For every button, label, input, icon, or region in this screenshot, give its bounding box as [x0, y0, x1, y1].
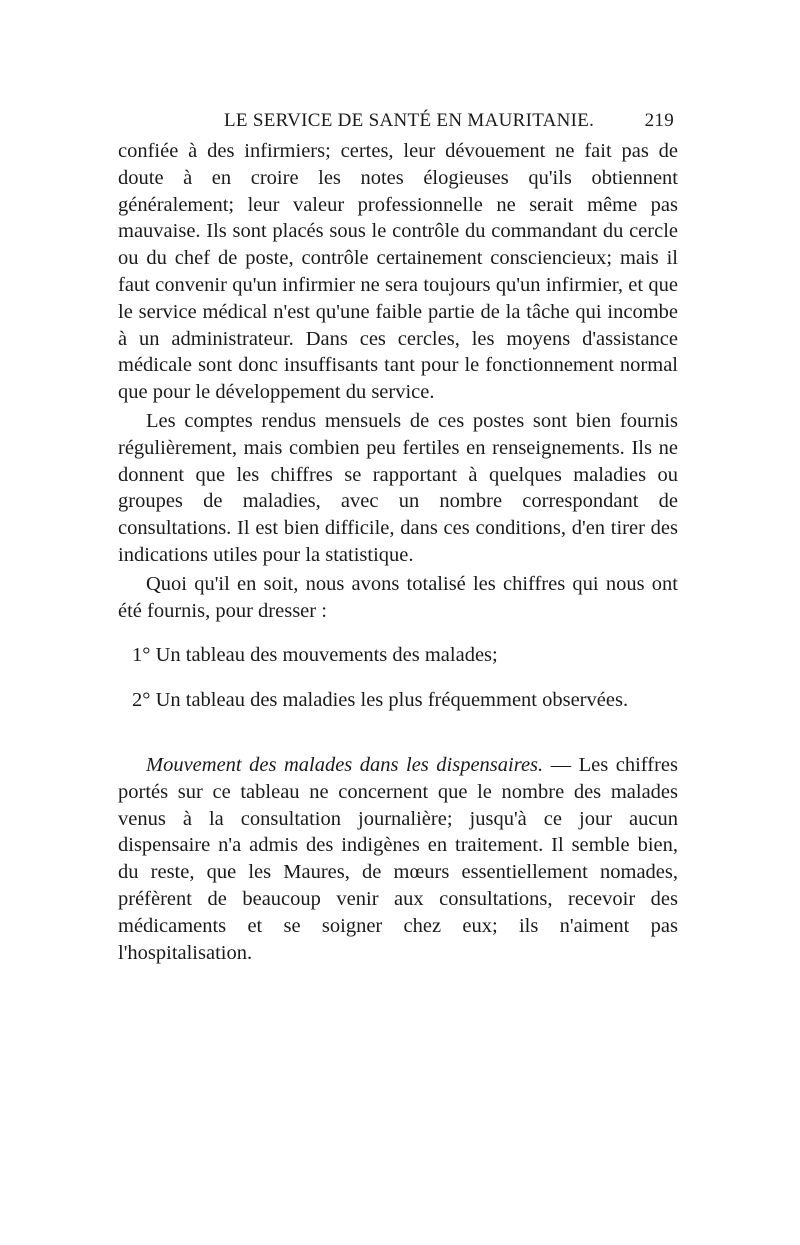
book-page	[118, 104, 678, 966]
section-text: — Les chiffres portés sur ce tableau ne concernent que le nombre des malades venus à la consultation journalière; jusqu'à ce jour aucun dispensaire n'a admis des indigènes en traitement. Il semble bien, du reste, que les Maures, de mœurs essentiellement nomades, préfèrent de beaucoup venir aux consultations, recevoir des médicaments et se soigner chez eux; ils n'aiment pas l'hospitalisation.	[118, 753, 678, 964]
paragraph-continued: confiée à des infirmiers; certes, leur dévouement ne fait pas de doute à en croire les notes élogieuses qu'ils obtiennent généralement; leur valeur professionnelle ne serait même pas mauvaise. Ils sont placés sous le contrôle du commandant du cercle ou du chef de poste, contrôle certainement consciencieux; mais il faut convenir qu'un infirmier ne sera toujours qu'un infirmier, et que le service médical n'est qu'une faible partie de la tâche qui incombe à un administrateur. Dans ces cercles, les moyens d'assistance médicale sont donc insuffisants tant pour le fonctionnement normal que pour le développement du service.	[118, 140, 678, 404]
running-title: LE SERVICE DE SANTÉ EN MAURITANIE.	[224, 110, 595, 131]
running-head	[118, 104, 678, 138]
paragraph-totals: Quoi qu'il en soit, nous avons totalisé les chiffres qui nous ont été fournis, pour dresser :	[118, 572, 678, 622]
page-number: 219	[644, 110, 674, 131]
section-paragraph	[118, 752, 678, 966]
paragraph-monthly-reports: Les comptes rendus mensuels de ces postes sont bien fournis régulièrement, mais combien peu fertiles en renseignements. Ils ne donnent que les chiffres se rapportant à quelques maladies ou groupes de maladies, avec un nombre correspondant de consultations. Il est bien difficile, dans ces conditions, d'en tirer des indications utiles pour la statistique.	[118, 409, 678, 566]
section-heading: Mouvement des malades dans les dispensaires.	[146, 753, 544, 776]
list-item: 2° Un tableau des maladies les plus fréquemment observées.	[132, 689, 629, 712]
list-item: 1° Un tableau des mouvements des malades;	[132, 644, 498, 667]
page-body	[118, 138, 678, 966]
